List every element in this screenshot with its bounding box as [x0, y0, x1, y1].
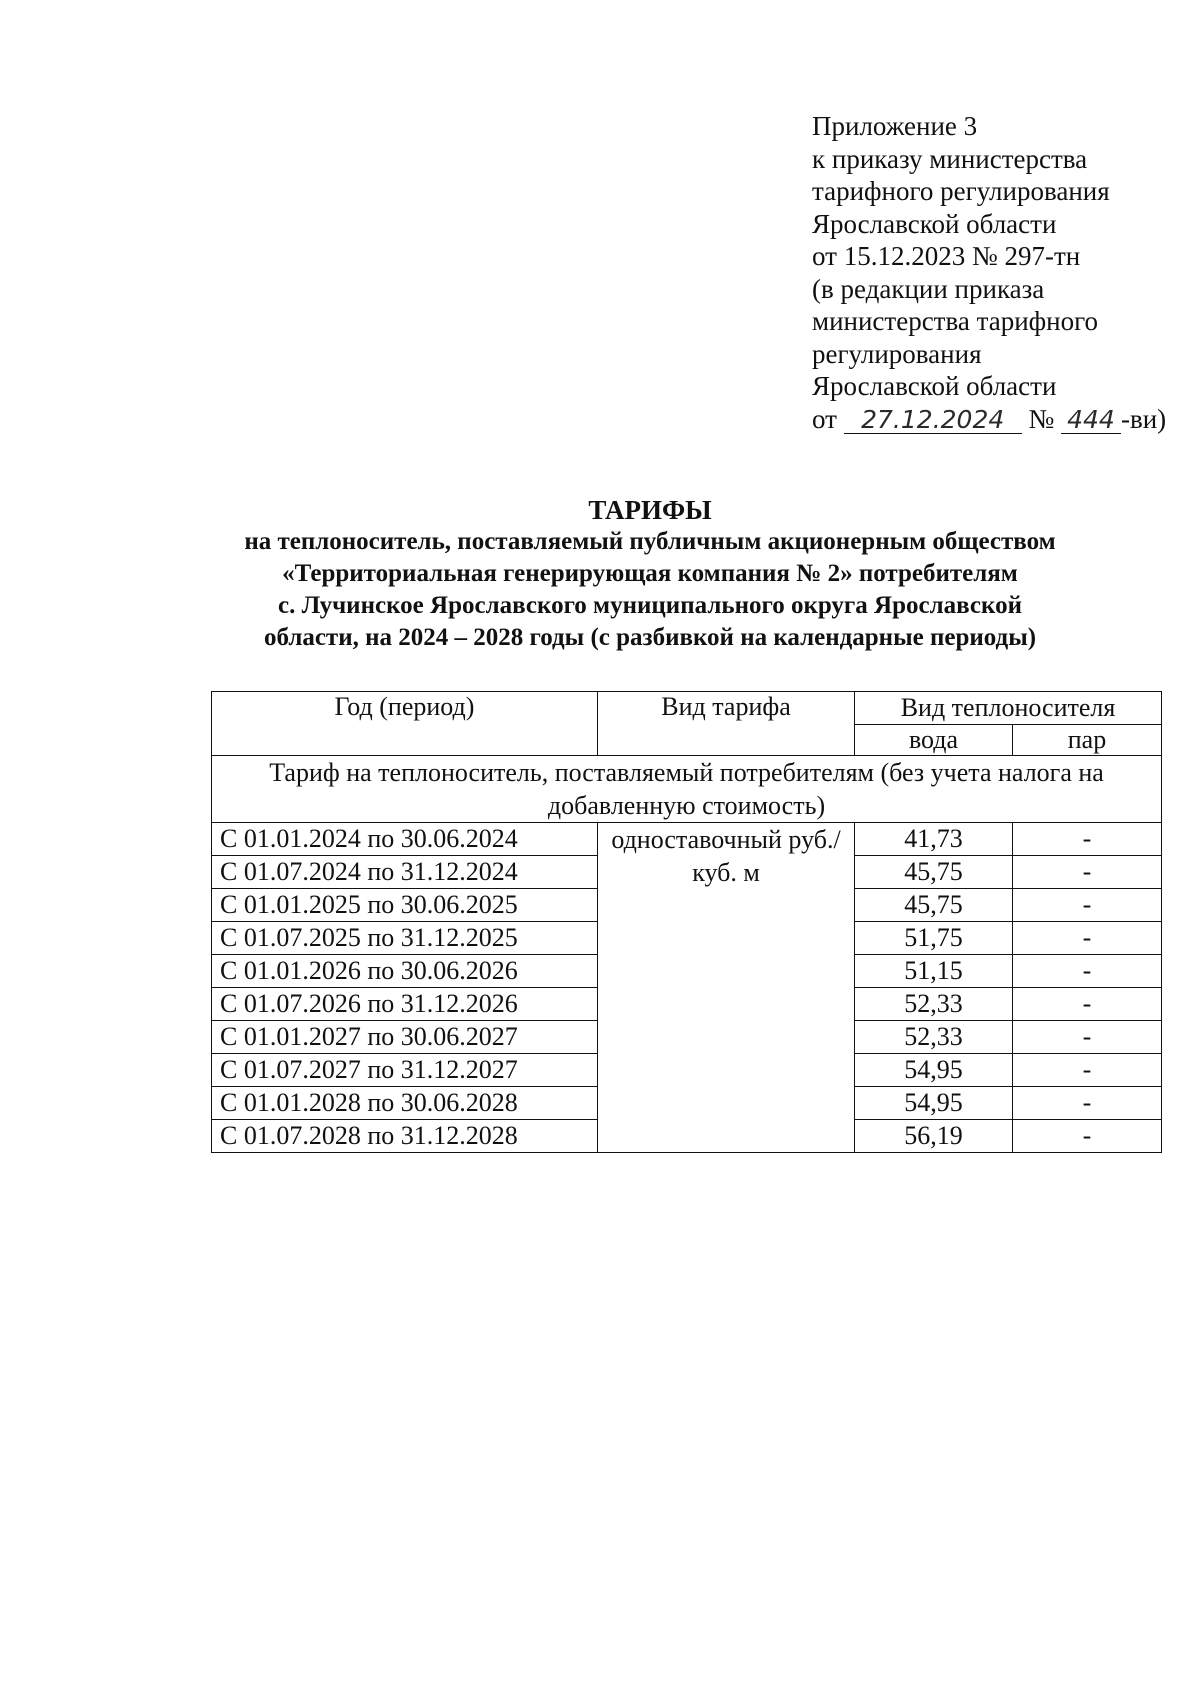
period-cell: С 01.07.2026 по 31.12.2026: [212, 988, 598, 1021]
steam-value-cell: -: [1013, 889, 1162, 922]
tariff-type-column-header: Вид тарифа: [598, 692, 855, 756]
amendment-prefix: от: [812, 403, 844, 434]
appendix-line: Приложение 3: [812, 111, 978, 141]
tariff-type-cell: одноставочный руб./куб. м: [598, 823, 855, 1153]
period-cell: С 01.07.2028 по 31.12.2028: [212, 1120, 598, 1153]
water-value-cell: 56,19: [855, 1120, 1013, 1153]
water-value-cell: 54,95: [855, 1054, 1013, 1087]
title-line: области, на 2024 – 2028 годы (с разбивкой на календарные периоды): [263, 624, 1037, 651]
appendix-block: [812, 110, 1172, 435]
appendix-line: к приказу министерства: [812, 143, 1088, 174]
steam-value-cell: -: [1013, 1021, 1162, 1054]
steam-value-cell: -: [1013, 1120, 1162, 1153]
document-title-block: [150, 494, 1150, 654]
appendix-line: регулирования: [812, 338, 982, 369]
period-cell: С 01.07.2024 по 31.12.2024: [212, 856, 598, 889]
amendment-number-sign: №: [1021, 403, 1061, 434]
tariff-table-body: [212, 756, 1162, 1153]
water-value-cell: 45,75: [855, 856, 1013, 889]
handwritten-number: 444: [1061, 407, 1121, 434]
table-caption: Тариф на теплоноситель, поставляемый потребителям (без учета налога на добавленную стоимость): [212, 756, 1162, 823]
water-column-header: вода: [855, 725, 1013, 756]
title-line: «Территориальная генерирующая компания № 2» потребителям: [282, 560, 1018, 587]
water-value-cell: 52,33: [855, 1021, 1013, 1054]
title-line: с. Лучинское Ярославского муниципального округа Ярославской: [277, 592, 1022, 619]
steam-value-cell: -: [1013, 922, 1162, 955]
appendix-line: тарифного регулирования: [812, 176, 1110, 206]
appendix-line: (в редакции приказа: [812, 273, 1045, 304]
amendment-line: [812, 403, 1172, 436]
appendix-line: Ярославской области: [812, 208, 1057, 239]
appendix-line: министерства тарифного: [812, 306, 1099, 336]
steam-value-cell: -: [1013, 823, 1162, 856]
steam-value-cell: -: [1013, 856, 1162, 889]
appendix-line: от 15.12.2023 № 297-тн: [812, 241, 1081, 271]
period-cell: С 01.07.2025 по 31.12.2025: [212, 922, 598, 955]
medium-column-header: Вид теплоносителя: [855, 692, 1162, 725]
water-value-cell: 41,73: [855, 823, 1013, 856]
steam-value-cell: -: [1013, 955, 1162, 988]
water-value-cell: 45,75: [855, 889, 1013, 922]
document-title: ТАРИФЫ: [588, 495, 712, 525]
steam-value-cell: -: [1013, 1087, 1162, 1120]
period-cell: С 01.01.2028 по 30.06.2028: [212, 1087, 598, 1120]
water-value-cell: 51,75: [855, 922, 1013, 955]
steam-value-cell: -: [1013, 1054, 1162, 1087]
water-value-cell: 52,33: [855, 988, 1013, 1021]
period-cell: С 01.01.2024 по 30.06.2024: [212, 823, 598, 856]
period-column-header: Год (период): [212, 692, 598, 756]
amendment-suffix: -ви): [1120, 403, 1167, 434]
water-value-cell: 51,15: [855, 955, 1013, 988]
period-cell: С 01.01.2025 по 30.06.2025: [212, 889, 598, 922]
water-value-cell: 54,95: [855, 1087, 1013, 1120]
tariff-table: [211, 691, 1162, 1153]
handwritten-date: 27.12.2024: [844, 407, 1022, 434]
period-cell: С 01.07.2027 по 31.12.2027: [212, 1054, 598, 1087]
period-cell: С 01.01.2027 по 30.06.2027: [212, 1021, 598, 1054]
period-cell: С 01.01.2026 по 30.06.2026: [212, 955, 598, 988]
steam-column-header: пар: [1013, 725, 1162, 756]
steam-value-cell: -: [1013, 988, 1162, 1021]
table-row: [212, 823, 1162, 856]
appendix-line: Ярославской области: [812, 371, 1057, 401]
title-line: на теплоноситель, поставляемый публичным акционерным обществом: [244, 528, 1056, 555]
